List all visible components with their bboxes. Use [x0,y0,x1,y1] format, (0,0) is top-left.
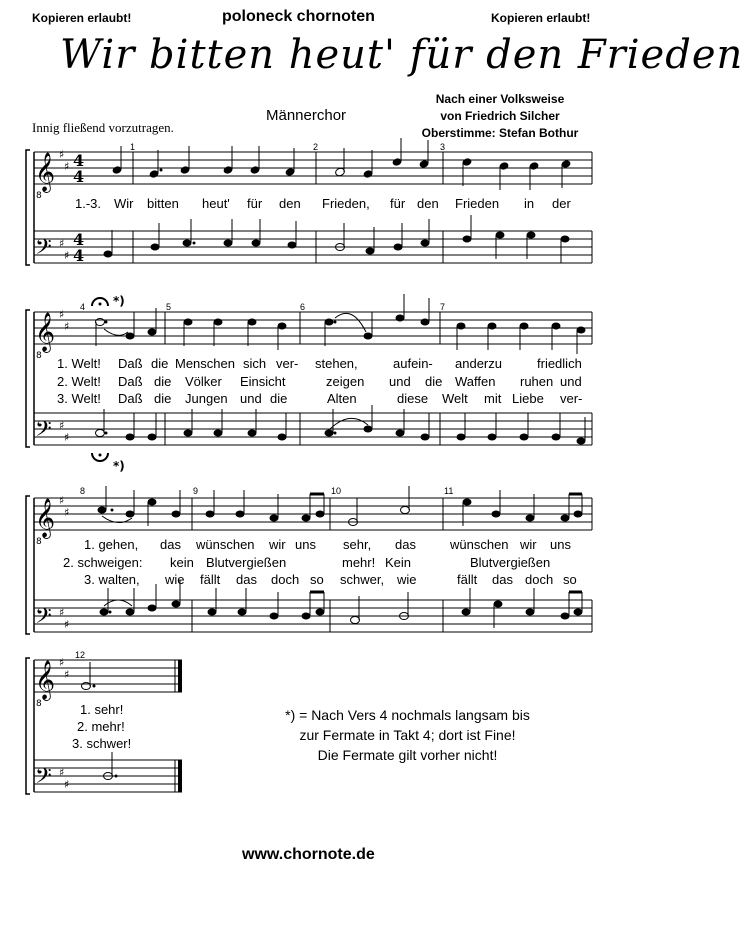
svg-text:♯: ♯ [59,606,65,619]
choir-type: Männerchor [266,107,347,124]
lyric-word: sich [243,356,267,371]
svg-text:♯: ♯ [59,656,65,669]
lyric-word: 3. schwer! [72,736,132,751]
lyric-word: Blutvergießen [206,555,287,570]
lyric-word: 1. Welt! [57,356,101,371]
svg-text:♯: ♯ [59,419,65,432]
lyric-word: zeigen [326,374,365,389]
lyric-word: die [154,391,172,406]
measure-number: 8 [80,486,86,496]
measure-number: 11 [444,486,454,496]
lyric-word: und [389,374,411,389]
song-title: Wir bitten heut' für den Frieden [60,32,743,78]
lyric-word: wir [520,537,537,552]
lyric-word: uns [550,537,571,552]
lyric-word: Daß [118,391,143,406]
lyric-word: Frieden [455,196,500,211]
lyric-word: 2. mehr! [77,719,125,734]
credit-line: von Friedrich Silcher [440,109,560,123]
lyric-word: so [310,572,324,587]
lyric-word: Jungen [185,391,228,406]
time-sig-top: 4 [73,151,85,170]
lyric-word: mit [484,391,502,406]
bass-clef: 𝄢 [35,764,52,794]
credit-line: Nach einer Volksweise [435,92,565,106]
svg-text:♯: ♯ [64,668,70,681]
lyric-word: anderzu [455,356,502,371]
lyric-word: 2. schweigen: [63,555,143,570]
time-sig-bottom: 4 [73,246,85,265]
staff-treble-2 [34,312,592,344]
lyric-word: heut' [202,196,230,211]
lyric-word: Kein [385,555,412,570]
measure-number: 4 [80,302,86,312]
lyric-word: Waffen [455,374,496,389]
lyric-word: 2. Welt! [57,374,101,389]
measure-number: 2 [313,142,319,152]
copy-notice-right: Kopieren erlaubt! [491,11,591,25]
lyric-word: 3. Welt! [57,391,101,406]
lyric-word: doch [271,572,300,587]
lyric-word: so [563,572,577,587]
lyric-word: Alten [327,391,357,406]
footnote-line: zur Fermate in Takt 4; dort ist Fine! [299,727,516,743]
lyric-word: fällt [200,572,221,587]
lyric-word: Frieden, [322,196,370,211]
svg-text:8: 8 [36,699,42,709]
staff-bass-2 [34,413,592,445]
measure-number: 9 [193,486,199,496]
footnote [250,705,565,765]
lyric-word: friedlich [537,356,582,371]
svg-text:♯: ♯ [64,249,70,262]
lyric-word: die [151,356,169,371]
svg-text:♯: ♯ [59,148,65,161]
svg-text:♯: ♯ [64,160,70,173]
measure-number: 1 [130,142,136,152]
lyric-word: schwer, [340,572,385,587]
lyric-word: das [160,537,181,552]
svg-text:♯: ♯ [64,506,70,519]
lyric-word: stehen, [315,356,358,371]
lyric-word: Daß [118,356,143,371]
lyric-word: Daß [118,374,143,389]
lyric-word: Blutvergießen [470,555,551,570]
footnote-line: Die Fermate gilt vorher nicht! [317,747,498,763]
lyric-word: bitten [147,196,179,211]
footnote-line: *) = Nach Vers 4 nochmals langsam bis [285,707,530,723]
measure-number: 7 [440,302,446,312]
publisher-name: poloneck chornoten [222,8,375,25]
lyric-word: das [395,537,416,552]
svg-text:♯: ♯ [64,778,70,791]
lyric-word: und [240,391,262,406]
lyric-word: 3. walten, [84,572,140,587]
lyric-word: sehr, [343,537,372,552]
lyric-word: 1. sehr! [80,702,124,717]
lyric-word: wünschen [450,537,509,552]
staff-treble-3 [34,498,592,530]
lyric-word: wir [269,537,286,552]
svg-text:♯: ♯ [59,237,65,250]
treble-clef: 𝄞 [35,312,56,352]
staff-bass-1 [34,231,592,263]
bass-clef: 𝄢 [35,235,52,265]
lyric-word: 1. gehen, [84,537,139,552]
lyric-word: wie [165,572,185,587]
svg-text:♯: ♯ [64,431,70,444]
lyric-word: das [236,572,257,587]
measure-number: 5 [166,302,172,312]
measure-number: 3 [440,142,446,152]
treble-clef: 𝄞 [35,152,56,192]
lyric-word: aufein- [393,356,433,371]
fermata-footnote-mark: *) [113,294,125,308]
lyric-word: wie [397,572,417,587]
measure-number: 10 [331,486,342,496]
fermata-footnote-mark: *) [113,459,125,473]
lyric-word: ruhen [520,374,554,389]
lyric-word: wünschen [196,537,255,552]
bass-clef: 𝄢 [35,604,52,634]
copy-notice-left: Kopieren erlaubt! [32,11,132,25]
svg-text:♯: ♯ [59,494,65,507]
lyric-word: Liebe [512,391,544,406]
lyric-word: uns [295,537,316,552]
notes [82,138,586,780]
lyric-word: Einsicht [240,374,286,389]
treble-clef: 𝄞 [35,498,56,538]
lyric-word: den [417,196,439,211]
lyric-word: und [560,374,582,389]
bass-clef: 𝄢 [35,417,52,447]
tempo-marking: Innig fließend vorzutragen. [32,120,174,135]
svg-text:♯: ♯ [59,308,65,321]
lyric-word: die [154,374,172,389]
lyric-word: doch [525,572,554,587]
lyric-word: für [390,196,406,211]
lyric-word: die [270,391,288,406]
lyric-word: kein [170,555,194,570]
svg-text:♯: ♯ [59,766,65,779]
lyric-word: der [552,196,571,211]
treble-clef: 𝄞 [35,660,56,700]
lyric-word: ver- [560,391,583,406]
lyric-word: den [279,196,301,211]
lyric-word: diese [397,391,429,406]
credit-line: Oberstimme: Stefan Bothur [421,126,579,140]
svg-text:♯: ♯ [64,618,70,631]
staff-treble-4 [34,660,182,692]
lyric-word: die [425,374,443,389]
time-sig-bottom: 4 [73,167,85,186]
svg-text:♯: ♯ [64,320,70,333]
lyric-word: ver- [276,356,299,371]
lyric-word: für [247,196,263,211]
svg-text:8: 8 [36,537,42,547]
lyric-word: mehr! [342,555,376,570]
time-sig-top: 4 [73,230,85,249]
footer-url[interactable]: www.chornote.de [242,846,375,863]
staff-bass-4 [34,760,182,792]
lyric-word: Menschen [175,356,235,371]
measure-number: 6 [300,302,306,312]
staff-bass-3 [34,600,592,632]
lyric-word: in [524,196,535,211]
lyric-word: fällt [457,572,478,587]
measure-number: 12 [75,650,86,660]
svg-text:8: 8 [36,351,42,361]
lyric-word: Wir [114,196,134,211]
svg-text:8: 8 [36,191,42,201]
lyric-word: das [492,572,513,587]
lyric-word: 1.-3. [75,196,102,211]
lyric-word: Völker [185,374,222,389]
lyric-word: Welt [442,391,468,406]
